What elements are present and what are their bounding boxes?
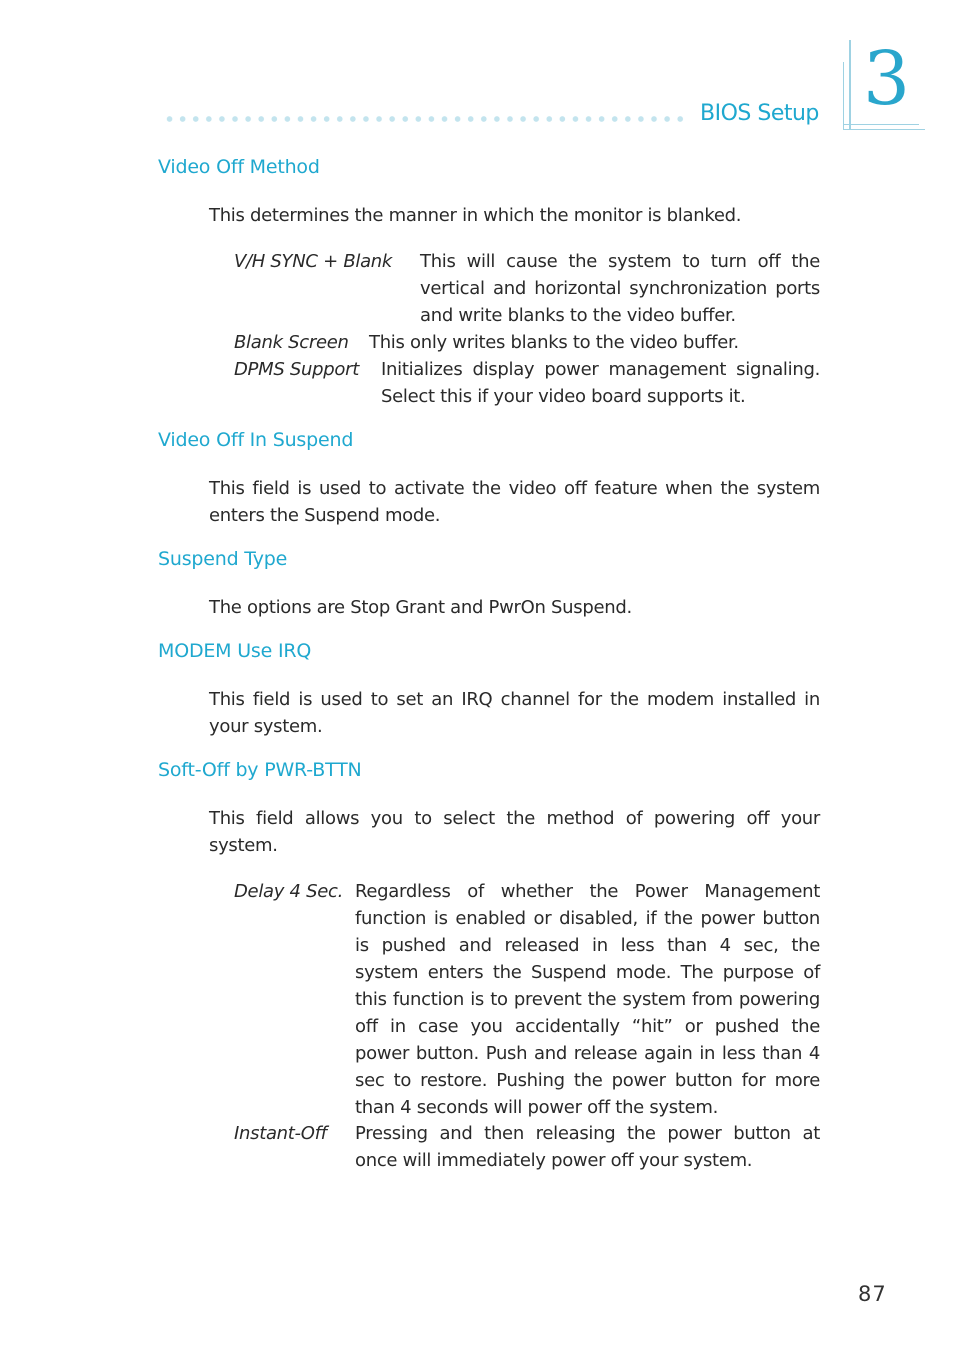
chapter-number: 3 [863, 36, 911, 122]
option-term: Blank Screen [234, 332, 349, 353]
option-description: Initializes display power management signaling. Select this if your video board supports it. [381, 359, 820, 407]
running-header-title: BIOS Setup [700, 101, 819, 126]
page-number: 87 [858, 1282, 887, 1306]
section-body: This determines the manner in which the monitor is blanked. [209, 205, 742, 226]
section-body: This field allows you to select the method of powering off your system. [209, 808, 820, 856]
section-body: The options are Stop Grant and PwrOn Suspend. [209, 597, 632, 618]
section-heading-suspend-type: Suspend Type [158, 548, 288, 570]
chapter-tab [843, 36, 925, 132]
option-term: Delay 4 Sec. [234, 881, 344, 902]
section-heading-video-off-method: Video Off Method [158, 156, 320, 178]
section-body: This field is used to set an IRQ channel for the modem installed in your system. [209, 689, 820, 737]
chapter-tab-rule [849, 40, 851, 130]
chapter-tab-rule [843, 124, 919, 125]
section-body: This field is used to activate the video off feature when the system enters the Suspend mode. [209, 478, 820, 526]
header-dotted-rule [163, 115, 690, 123]
section-heading-video-off-in-suspend: Video Off In Suspend [158, 429, 354, 451]
option-term: Instant-Off [234, 1123, 327, 1144]
chapter-tab-rule [843, 129, 925, 130]
option-description: This will cause the system to turn off the vertical and horizontal synchronization ports and write blanks to the video buffer. [420, 251, 820, 326]
option-term: DPMS Support [234, 359, 359, 380]
section-heading-soft-off-by-pwr-bttn: Soft-Off by PWR-BTTN [158, 759, 362, 781]
option-description: This only writes blanks to the video buffer. [369, 332, 739, 353]
option-description: Regardless of whether the Power Management function is enabled or disabled, if the power button is pushed and released in less than 4 sec, the system enters the Suspend mode. The purpose of this function is to prevent the system from powering off in case you accidentally “hit” or pushed the power button. Push and release again in less than 4 sec to restore. Pushing the power button for more than 4 seconds will power off the system. [355, 881, 820, 1118]
chapter-tab-rule [843, 62, 844, 130]
section-heading-modem-use-irq: MODEM Use IRQ [158, 640, 312, 662]
option-term: V/H SYNC + Blank [234, 251, 393, 272]
option-description: Pressing and then releasing the power button at once will immediately power off your system. [355, 1123, 820, 1171]
